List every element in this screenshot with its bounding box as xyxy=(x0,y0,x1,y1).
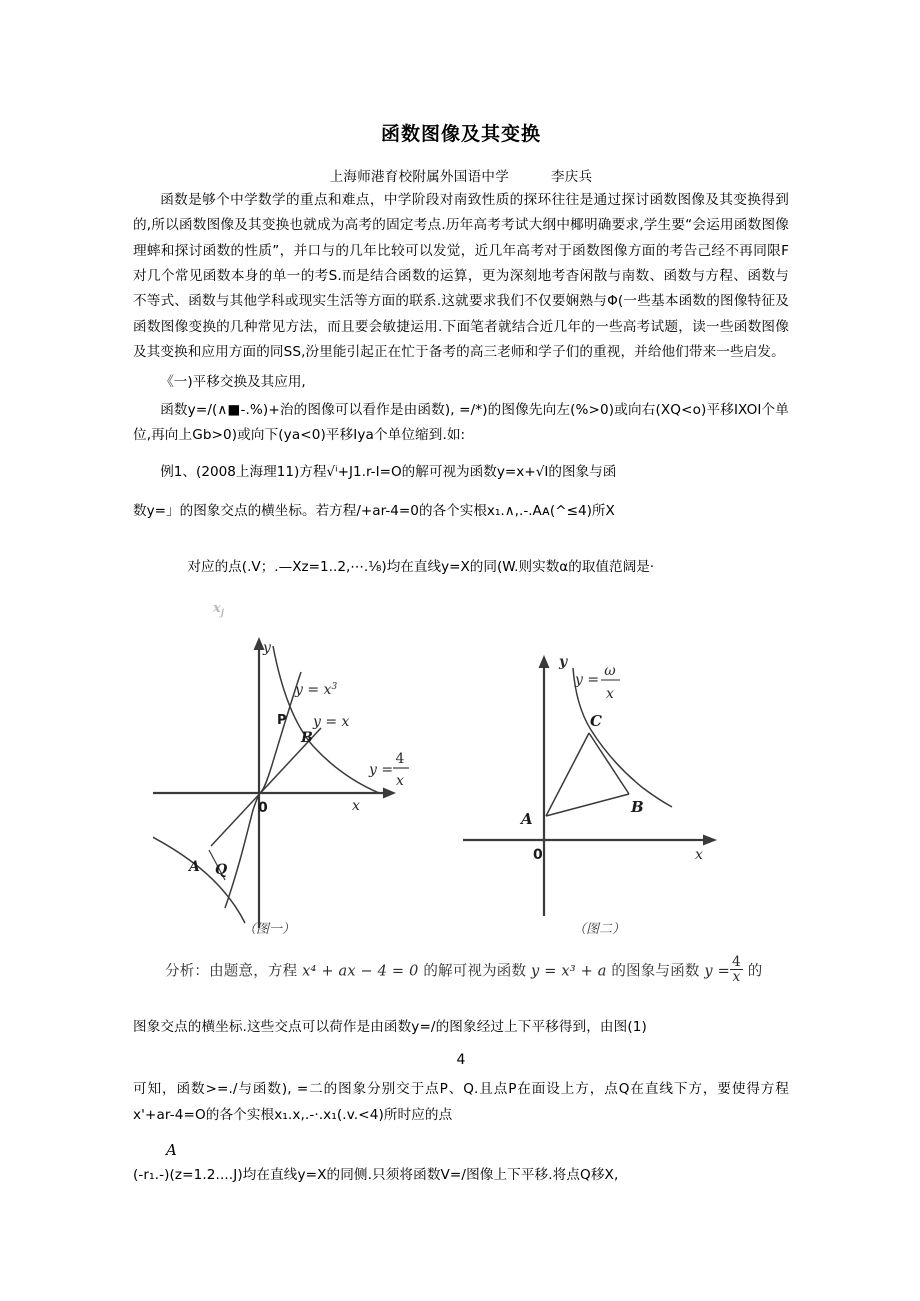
byline-school: 上海师港育校附属外国语中学 xyxy=(329,168,509,185)
section-heading: 《一)平移交换及其应用, xyxy=(160,373,306,390)
analysis-func-1: y = x³ + a xyxy=(531,963,607,980)
hyperbola-curve xyxy=(573,668,672,807)
stray-subscript: j xyxy=(220,608,224,619)
tail-paragraph-3: (-r₁.-)(z=1.2....J)均在直线y=X的同侧.只须将函数V=/图像上下平移.将点Q移X, xyxy=(133,1167,619,1184)
analysis-mid-2: 的图象与函数 xyxy=(611,963,700,980)
document-content xyxy=(133,0,789,580)
tail-paragraph-2: 可知，函数>=./与函数), =二的图象分别交于点P、Q.且点P在面设上方，点Q在直线下方，要使得方程x'+ar-4=O的各个实根x₁.x,.-·.x₁(.v.<4)所时应的点 xyxy=(133,1081,789,1123)
figure-two-y-label: y xyxy=(559,654,568,670)
point-label-Q: Q xyxy=(215,862,228,878)
figure-one-caption: （图一） xyxy=(243,922,296,937)
figure-one xyxy=(153,618,453,937)
definition-paragraph: 函数y=/(∧■-.%)+治的图像可以看作是由函数), =/*)的图像先向左(%>0)或向右(XQ<o)平移IXOI个单位,再向上Gb>0)或向下(ya<0)平移Iyа个单位缩到.如: xyxy=(133,401,789,444)
intro-paragraph: 函数是够个中学数学的重点和难点，中学阶段对南致性质的探环往往是通过探讨函数图像及其变换得到的,所以函数图像及其变换也就成为高考的固定考点.历年高考考试大纲中椰明确要求,学生要“会运用函数图像理蟀和探讨函数的性质”，并口与的几年比较可以发觉，近几年高考对于函数图像方面的考告己经不再同限F对几个常见函数本身的单一的考S.而是结合函数的运算，更为深刻地考杳闲散与南数、函数与方程、函数与不等式、函数与其他学科或现实生活等方面的联系.这就要求我们不仅要娴熟与Φ(一些基本函数的图像特征及函数图像变换的几种常见方法，而且要会敏捷运用.下面笔者就结合近几年的一些高考试题，读一些函数图像及其变换和应用方面的同SS,汾里能引起正在忙于备考的高三老师和学子们的重视，并给他们带来一些启发。 xyxy=(133,191,789,361)
page-title: 函数图像及其变换 xyxy=(380,123,541,145)
analysis-prefix: 分析：由题意，方程 xyxy=(165,963,298,980)
triangle-side-CB xyxy=(589,733,629,794)
example-line-3: 对应的点(.V；.—Xz=1..2,⋯.⅛)均在直线y=X的同(W.则实数α的取值范阔是· xyxy=(187,558,655,575)
figure-one-origin-label: 0 xyxy=(258,800,268,816)
label-hyperbola-omega xyxy=(574,663,620,702)
stray-variable: x xyxy=(213,601,221,616)
figure-two-svg xyxy=(463,618,763,928)
fraction-denominator: x xyxy=(732,969,741,986)
analysis-fraction xyxy=(730,955,743,985)
label-cubic: $y = x^3$ xyxy=(295,682,338,698)
triangle-side-AB xyxy=(546,794,629,816)
svg-text:4: 4 xyxy=(395,751,405,767)
figure-one-svg xyxy=(153,618,453,928)
example-line-1: 例1、(2008上海理11)方程√ⁱ+J1.r-I=O的解可视为函数y=x+√I的图象与函 xyxy=(160,463,617,480)
analysis-equation: x⁴ + ax − 4 = 0 xyxy=(302,963,419,980)
svg-text:y =: y = xyxy=(575,672,600,688)
stray-text-fragment xyxy=(213,601,224,619)
point-label-A: A xyxy=(521,810,533,828)
x-axis-arrow xyxy=(703,835,717,846)
lone-letter: A xyxy=(166,1141,177,1160)
point-label-P: P xyxy=(277,713,287,728)
point-label-B: B xyxy=(301,730,313,746)
figure-two-caption: （图二） xyxy=(573,922,626,937)
label-hyperbola xyxy=(368,751,409,789)
figure-two-origin-label: 0 xyxy=(533,847,543,863)
point-label-A: A xyxy=(189,859,200,875)
tail-paragraph-1: 图象交点的横坐标.这些交点可以荷作是由函数y=/的图象经过上下平移得到，由图(1) xyxy=(133,1019,647,1035)
byline xyxy=(133,165,789,185)
byline-author: 李庆兵 xyxy=(551,168,593,185)
hyperbola-branch-lower xyxy=(153,831,245,923)
example-line-2: 数y=」的图象交点的横坐标。若方程/+ar-4=0的各个实根x₁.∧,.-.Aᴀ(^≤4)所X xyxy=(133,503,615,520)
y-axis-arrow xyxy=(539,655,550,668)
analysis-func-2-lead: y = xyxy=(704,963,730,980)
svg-text:x: x xyxy=(606,686,614,702)
figures-row xyxy=(133,618,789,948)
x-axis-arrow xyxy=(383,788,396,799)
figure-two-x-label: x xyxy=(695,847,703,863)
svg-text:y =: y = xyxy=(369,762,394,778)
point-label-C: C xyxy=(590,712,602,730)
analysis-suffix: 的 xyxy=(747,963,763,980)
figure-two xyxy=(463,618,763,937)
svg-text:ω: ω xyxy=(604,663,616,679)
triangle-side-AC xyxy=(546,733,589,816)
svg-text:x: x xyxy=(396,773,404,789)
point-label-B: B xyxy=(631,798,644,816)
label-line: y = x xyxy=(313,714,350,730)
lone-number: 4 xyxy=(456,1052,466,1069)
figure-one-x-label: x xyxy=(352,798,360,814)
analysis-formula-line xyxy=(165,955,805,985)
fraction-numerator: 4 xyxy=(731,954,741,970)
tail-content xyxy=(133,1012,789,1189)
figure-one-y-label: y xyxy=(263,640,271,656)
analysis-mid-1: 的解可视为函数 xyxy=(423,963,527,980)
